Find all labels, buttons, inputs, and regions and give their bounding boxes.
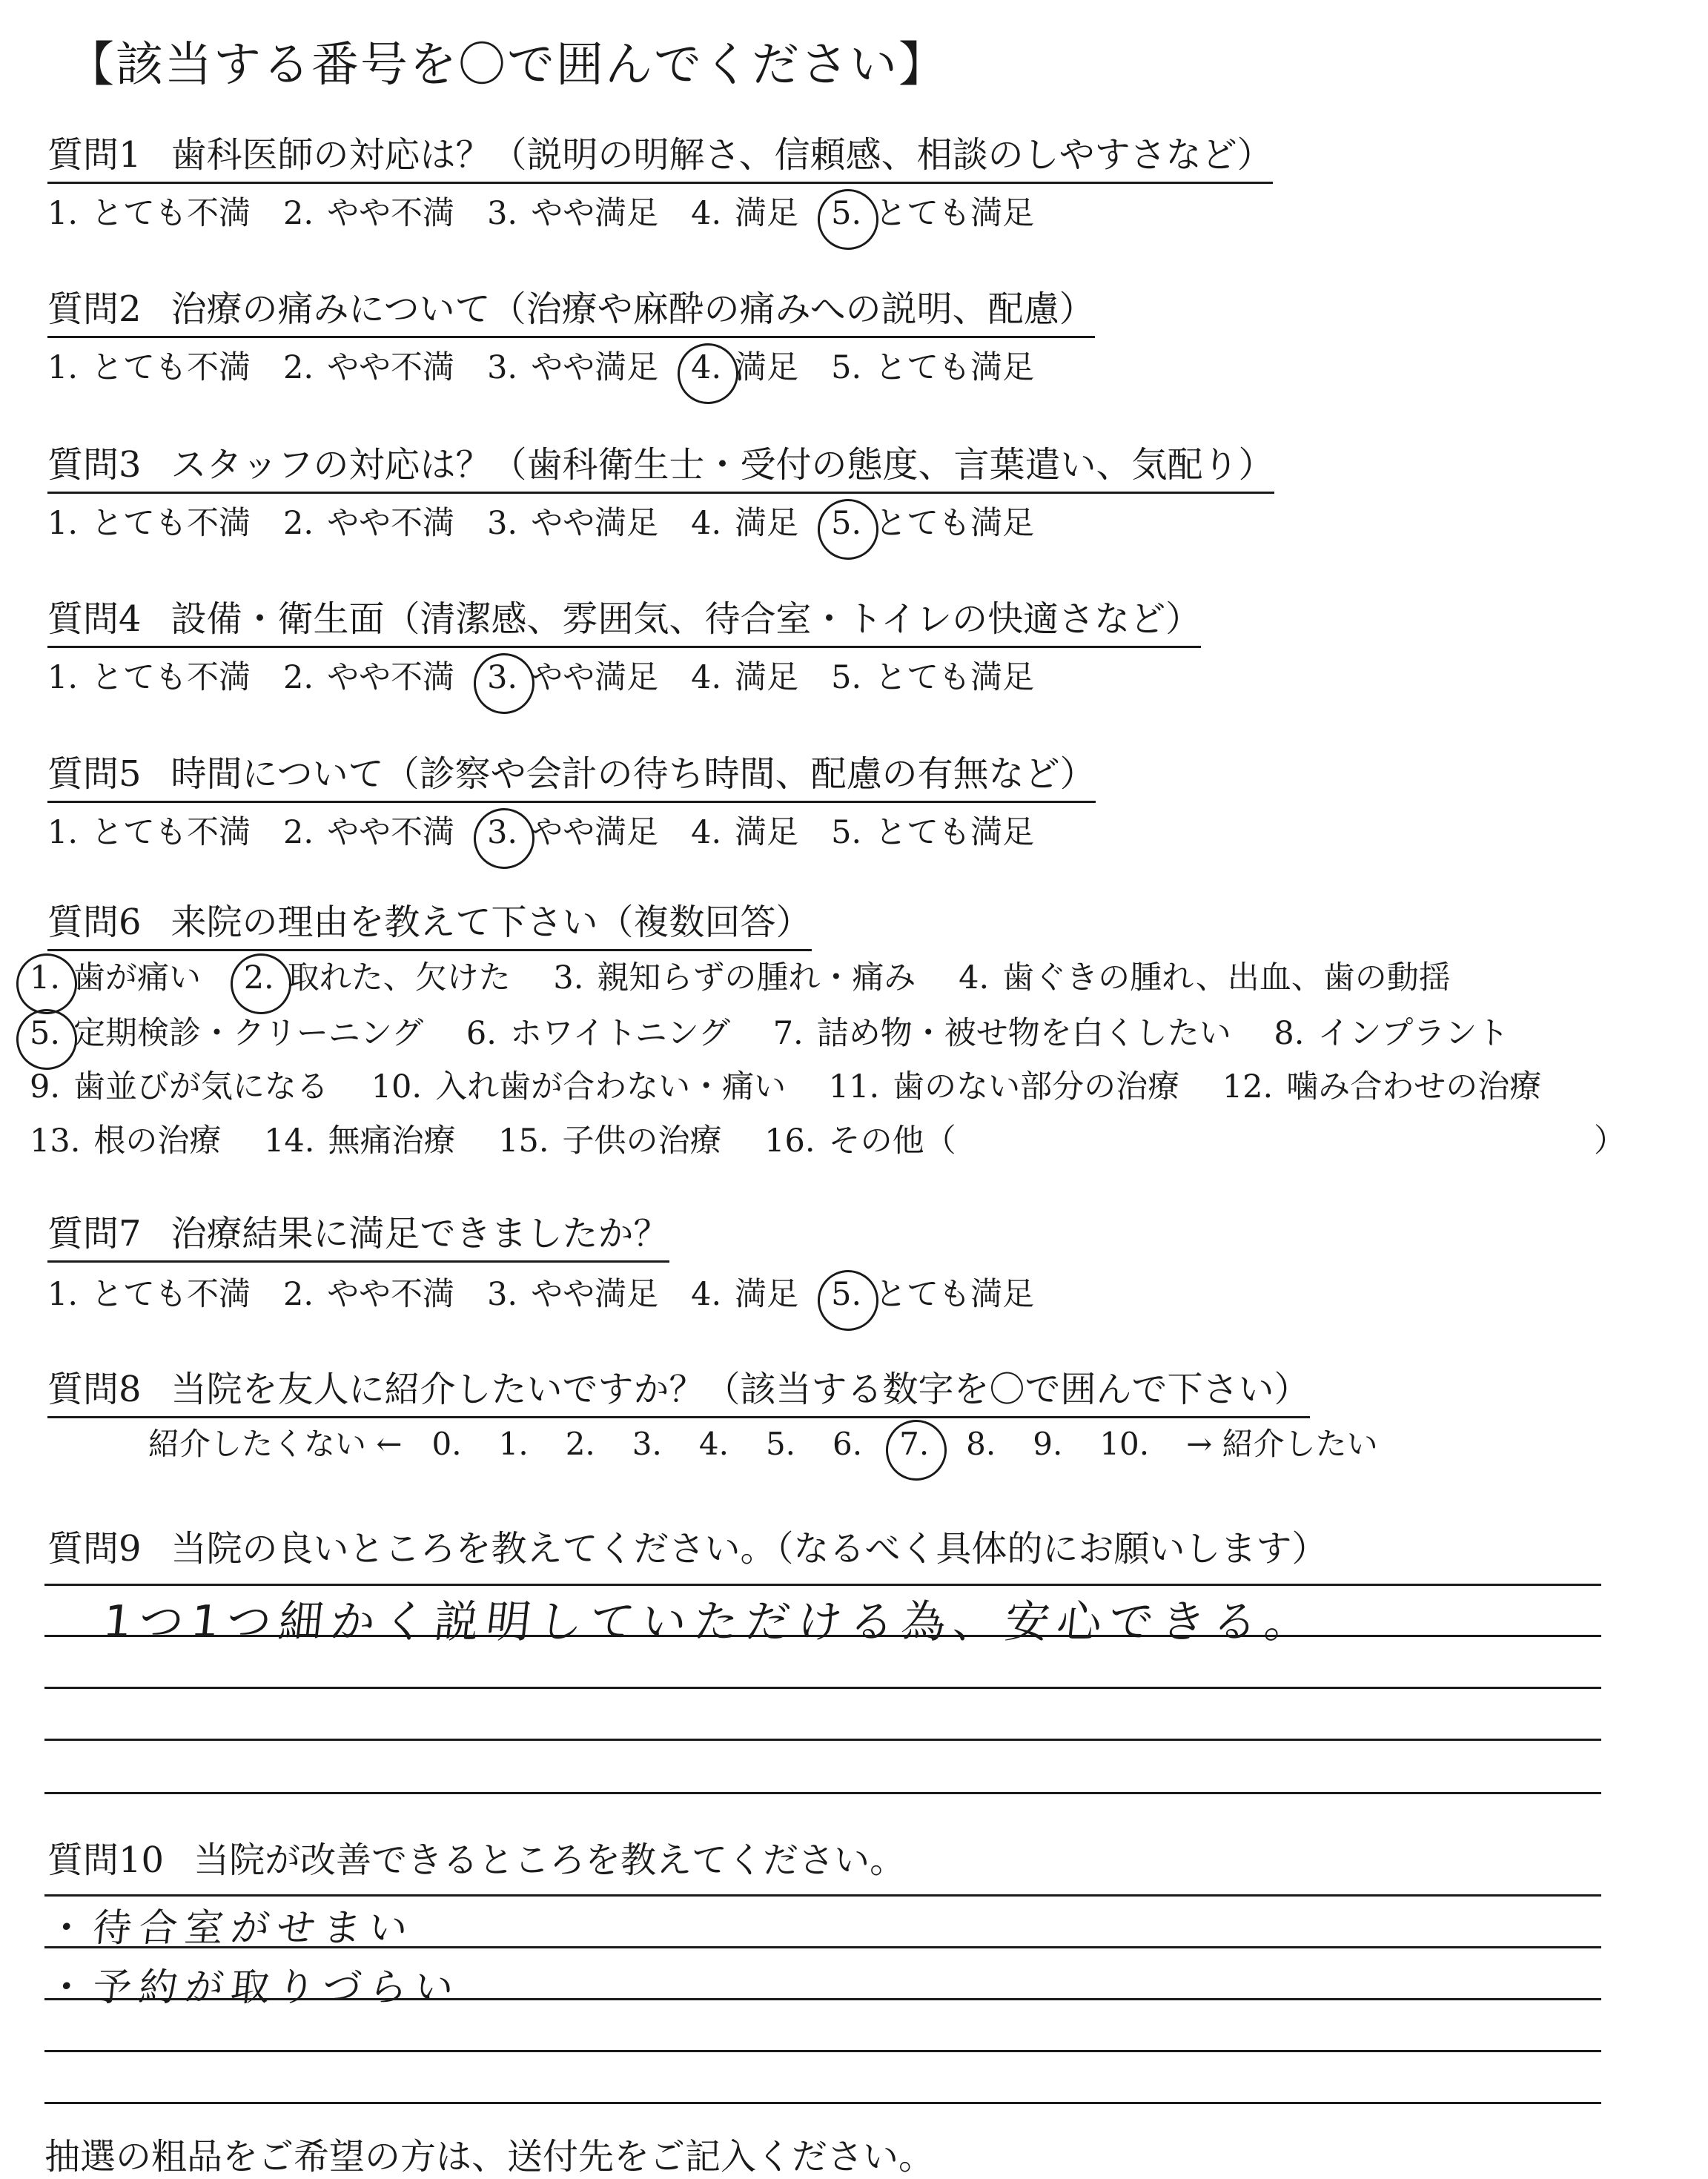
q6-option-8-label: インプラント <box>1317 1015 1509 1052</box>
q4-option-3-label: やや満足 <box>531 659 659 696</box>
q2-option-1-number[interactable]: 1. <box>47 349 79 386</box>
q5-option-4-number[interactable]: 4. <box>691 814 722 851</box>
q6-option-8-number[interactable]: 8. <box>1274 1015 1305 1052</box>
q6-line-1 <box>30 953 1483 998</box>
q10-line-5 <box>44 2102 1601 2104</box>
q8-scale <box>148 1420 1378 1464</box>
q1-option-5-number[interactable]: 5. <box>831 195 862 232</box>
q10-heading <box>47 1831 905 1882</box>
q4-option-5-number[interactable]: 5. <box>831 659 862 696</box>
q6-option-7-number[interactable]: 7. <box>772 1015 804 1052</box>
q10-text: 当院が改善できるところを教えてください。 <box>193 1839 906 1881</box>
q2-option-4-number[interactable]: 4. <box>691 349 722 386</box>
q6-option-9-label: 歯並びが気になる <box>73 1068 329 1105</box>
q9-line-2 <box>44 1635 1601 1637</box>
q1-number: 質問1 <box>47 134 142 176</box>
q5-number: 質問5 <box>47 753 142 795</box>
q4-heading <box>47 590 1201 648</box>
q7-option-2-label: やや不満 <box>327 1276 455 1313</box>
q4-option-1-label: とても不満 <box>91 659 251 696</box>
q7-text: 治療結果に満足できましたか？ <box>171 1213 669 1254</box>
q2-option-1-label: とても不満 <box>91 349 251 386</box>
q3-number: 質問3 <box>47 444 142 486</box>
q5-option-1-number[interactable]: 1. <box>47 814 79 851</box>
q6-option-9-number[interactable]: 9. <box>30 1068 61 1105</box>
q3-option-3-label: やや満足 <box>531 505 659 542</box>
q9-line-5 <box>44 1792 1601 1794</box>
q8-number-2[interactable]: 2. <box>565 1426 595 1462</box>
q9-answer-handwritten[interactable]: 1つ1つ細かく説明していただける為、安心できる。 <box>100 1596 1320 1648</box>
q3-option-2-label: やや不満 <box>327 505 455 542</box>
q3-option-5-number[interactable]: 5. <box>831 505 862 542</box>
q6-option-7-label: 詰め物・被せ物を白くしたい <box>816 1015 1231 1052</box>
q3-option-4-label: 満足 <box>735 505 799 542</box>
q5-option-4-label: 満足 <box>735 814 799 851</box>
q3-heading <box>47 436 1274 494</box>
q3-options <box>47 498 1067 543</box>
q6-option-5-number[interactable]: 5. <box>30 1015 61 1052</box>
q2-options <box>47 343 1067 388</box>
q6-option-2-label: 取れた、欠けた <box>287 959 511 996</box>
q6-line-3 <box>30 1062 1574 1107</box>
q5-option-2-number[interactable]: 2. <box>283 814 314 851</box>
q1-option-4-number[interactable]: 4. <box>691 195 722 232</box>
footer-note: 抽選の粗品をご希望の方は、送付先をご記入ください。 <box>44 2136 935 2178</box>
q2-option-5-label: とても満足 <box>875 349 1035 386</box>
q5-option-2-label: やや不満 <box>327 814 455 851</box>
q6-option-6-number[interactable]: 6. <box>466 1015 497 1052</box>
q9-heading <box>47 1520 1328 1571</box>
q7-options <box>47 1269 1067 1315</box>
q1-option-4-label: 満足 <box>735 195 799 232</box>
q3-option-5-label: とても満足 <box>875 505 1035 542</box>
q6-option-3-number[interactable]: 3. <box>553 959 584 996</box>
q6-option-5-label: 定期検診・クリーニング <box>73 1015 424 1052</box>
q8-number-3[interactable]: 3. <box>632 1426 662 1462</box>
q6-option-15-number[interactable]: 15. <box>498 1122 549 1160</box>
q7-option-1-label: とても不満 <box>91 1276 251 1313</box>
q3-option-4-number[interactable]: 4. <box>691 505 722 542</box>
q6-option-6-label: ホワイトニング <box>509 1015 731 1052</box>
q6-option-11-number[interactable]: 11. <box>828 1068 880 1105</box>
q8-number-1[interactable]: 1. <box>498 1426 529 1462</box>
q1-option-3-label: やや満足 <box>531 195 659 232</box>
q6-option-3-label: 親知らずの腫れ・痛み <box>597 959 916 996</box>
q6-other-close-paren: ） <box>1594 1122 1626 1160</box>
q7-number: 質問7 <box>47 1213 142 1254</box>
q9-line-3 <box>44 1687 1601 1689</box>
q2-option-2-label: やや不満 <box>327 349 455 386</box>
q6-option-1-label: 歯が痛い <box>73 959 202 996</box>
q6-option-13-number[interactable]: 13. <box>30 1122 81 1160</box>
q4-option-1-number[interactable]: 1. <box>47 659 79 696</box>
q7-option-4-number[interactable]: 4. <box>691 1276 722 1313</box>
q10-line-2 <box>44 1946 1601 1948</box>
q6-option-16-number[interactable]: 16. <box>764 1122 815 1160</box>
q6-option-11-label: 歯のない部分の治療 <box>893 1068 1180 1105</box>
q6-option-4-number[interactable]: 4. <box>959 959 990 996</box>
q7-option-2-number[interactable]: 2. <box>283 1276 314 1313</box>
q8-heading <box>47 1360 1310 1418</box>
q6-option-13-label: 根の治療 <box>93 1122 222 1160</box>
q6-line-4 <box>30 1116 989 1161</box>
q7-option-3-label: やや満足 <box>531 1276 659 1313</box>
q1-option-3-number[interactable]: 3. <box>487 195 518 232</box>
q6-line-2 <box>30 1008 1541 1054</box>
q10-answer-2-handwritten[interactable]: ・予約が取りづらい <box>44 1965 463 2010</box>
page-title: 【該当する番号を〇で囲んでください】 <box>67 38 947 93</box>
q1-option-1-label: とても不満 <box>91 195 251 232</box>
q8-number: 質問8 <box>47 1369 142 1410</box>
q6-option-10-label: 入れ歯が合わない・痛い <box>435 1068 787 1105</box>
q8-number-10[interactable]: 10. <box>1099 1426 1150 1462</box>
q4-option-2-number[interactable]: 2. <box>283 659 314 696</box>
q2-option-4-label: 満足 <box>735 349 799 386</box>
q8-number-0[interactable]: 0. <box>431 1426 462 1462</box>
q3-text: スタッフの対応は？（歯科衛生士・受付の態度、言葉遣い、気配り） <box>171 444 1274 486</box>
q7-option-1-number[interactable]: 1. <box>47 1276 79 1313</box>
q9-number: 質問9 <box>47 1528 142 1570</box>
q5-option-3-number[interactable]: 3. <box>487 814 518 851</box>
q6-option-16-label: その他（ <box>828 1122 956 1160</box>
q6-option-12-number[interactable]: 12. <box>1222 1068 1274 1105</box>
q2-number: 質問2 <box>47 288 142 330</box>
q8-right-label: → 紹介したい <box>1186 1426 1378 1462</box>
q5-option-5-number[interactable]: 5. <box>831 814 862 851</box>
q4-option-2-label: やや不満 <box>327 659 455 696</box>
q2-heading <box>47 280 1095 338</box>
q10-line-3 <box>44 1998 1601 2000</box>
q1-option-5-label: とても満足 <box>875 195 1035 232</box>
q2-option-5-number[interactable]: 5. <box>831 349 862 386</box>
q9-line-4 <box>44 1739 1601 1741</box>
q8-number-6[interactable]: 6. <box>833 1426 863 1462</box>
q7-heading <box>47 1205 669 1263</box>
q8-number-8[interactable]: 8. <box>966 1426 996 1462</box>
q10-line-1 <box>44 1894 1601 1897</box>
q8-number-5[interactable]: 5. <box>765 1426 796 1462</box>
q1-options <box>47 188 1067 234</box>
q2-option-2-number[interactable]: 2. <box>283 349 314 386</box>
q3-option-3-number[interactable]: 3. <box>487 505 518 542</box>
q6-option-2-number[interactable]: 2. <box>243 959 274 996</box>
q10-line-4 <box>44 2050 1601 2052</box>
q8-number-7[interactable]: 7. <box>899 1426 930 1462</box>
q2-option-3-label: やや満足 <box>531 349 659 386</box>
q6-option-4-label: 歯ぐきの腫れ、出血、歯の動揺 <box>1002 959 1451 996</box>
q1-option-2-label: やや不満 <box>327 195 455 232</box>
q3-option-2-number[interactable]: 2. <box>283 505 314 542</box>
q1-text: 歯科医師の対応は？（説明の明解さ、信頼感、相談のしやすさなど） <box>171 134 1273 176</box>
q10-number: 質問10 <box>47 1839 165 1881</box>
q4-number: 質問4 <box>47 598 142 640</box>
q4-option-5-label: とても満足 <box>875 659 1035 696</box>
q2-option-3-number[interactable]: 3. <box>487 349 518 386</box>
q3-option-1-label: とても不満 <box>91 505 251 542</box>
q5-option-1-label: とても不満 <box>91 814 251 851</box>
q9-text: 当院の良いところを教えてください。（なるべく具体的にお願いします） <box>171 1528 1328 1570</box>
q7-option-4-label: 満足 <box>735 1276 799 1313</box>
q6-option-10-number[interactable]: 10. <box>371 1068 423 1105</box>
q6-text: 来院の理由を教えて下さい（複数回答） <box>171 902 812 943</box>
q3-option-1-number[interactable]: 1. <box>47 505 79 542</box>
q6-option-14-number[interactable]: 14. <box>264 1122 315 1160</box>
q7-option-5-label: とても満足 <box>875 1276 1035 1313</box>
q5-text: 時間について（診察や会計の待ち時間、配慮の有無など） <box>171 753 1096 795</box>
q4-option-4-number[interactable]: 4. <box>691 659 722 696</box>
q4-text: 設備・衛生面（清潔感、雰囲気、待合室・トイレの快適さなど） <box>171 598 1202 640</box>
q7-option-3-number[interactable]: 3. <box>487 1276 518 1313</box>
q8-left-label: 紹介したくない ← <box>148 1426 403 1462</box>
q10-answer-1-handwritten[interactable]: ・待合室がせまい <box>44 1906 417 1951</box>
q2-text: 治療の痛みについて（治療や麻酔の痛みへの説明、配慮） <box>171 288 1095 330</box>
q4-option-3-number[interactable]: 3. <box>487 659 518 696</box>
q7-option-5-number[interactable]: 5. <box>831 1276 862 1313</box>
q6-option-1-number[interactable]: 1. <box>30 959 61 996</box>
q6-option-12-label: 噛み合わせの治療 <box>1286 1068 1542 1105</box>
q5-heading <box>47 745 1096 803</box>
q1-heading <box>47 126 1273 184</box>
q6-number: 質問6 <box>47 902 142 943</box>
q4-options <box>47 652 1067 698</box>
q6-option-15-label: 子供の治療 <box>562 1122 722 1160</box>
q8-number-4[interactable]: 4. <box>698 1426 729 1462</box>
q1-option-1-number[interactable]: 1. <box>47 195 79 232</box>
q8-text: 当院を友人に紹介したいですか？（該当する数字を〇で囲んで下さい） <box>171 1369 1310 1410</box>
q1-option-2-number[interactable]: 2. <box>283 195 314 232</box>
q5-option-5-label: とても満足 <box>875 814 1035 851</box>
q4-option-4-label: 満足 <box>735 659 799 696</box>
q5-options <box>47 807 1067 853</box>
q8-number-9[interactable]: 9. <box>1033 1426 1063 1462</box>
q6-option-14-label: 無痛治療 <box>328 1122 456 1160</box>
q5-option-3-label: やや満足 <box>531 814 659 851</box>
q6-heading <box>47 893 812 951</box>
q9-line-1 <box>44 1584 1601 1586</box>
